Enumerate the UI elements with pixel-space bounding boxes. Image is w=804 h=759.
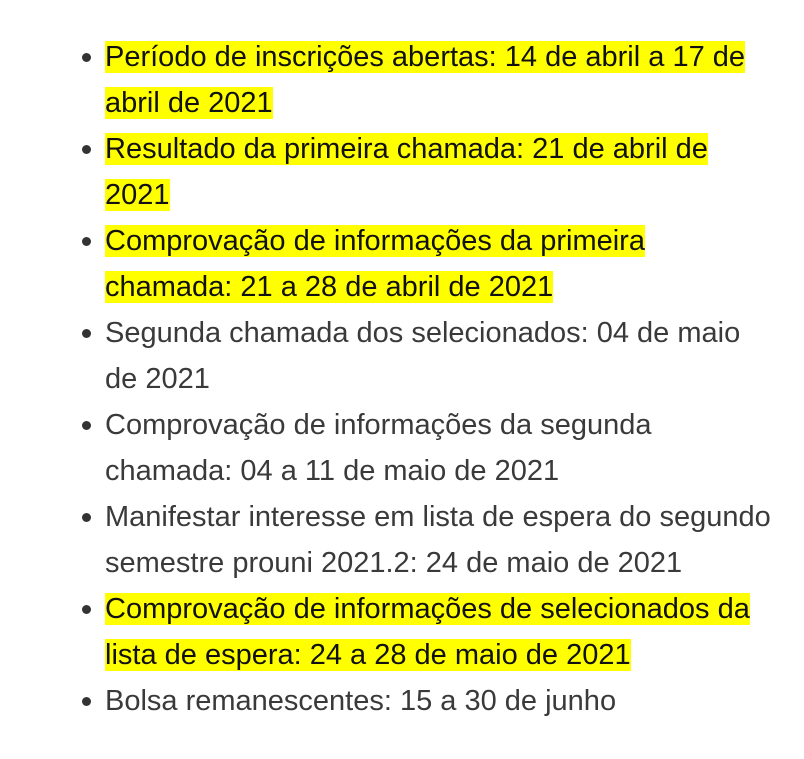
list-item <box>0 310 804 402</box>
bullet-icon <box>82 237 91 246</box>
list-item-text: Resultado da primeira chamada: 21 de abril de 2021 <box>105 133 708 211</box>
bullet-icon <box>82 329 91 338</box>
list-item-text: Comprovação de informações da primeira chamada: 21 a 28 de abril de 2021 <box>105 225 645 303</box>
list-item <box>0 34 804 126</box>
bullet-icon <box>82 145 91 154</box>
bullet-icon <box>82 697 91 706</box>
bullet-icon <box>82 605 91 614</box>
list-item <box>0 678 804 724</box>
list-item <box>0 494 804 586</box>
bullet-icon <box>82 513 91 522</box>
list-item-text: Segunda chamada dos selecionados: 04 de maio de 2021 <box>105 317 741 395</box>
list-item <box>0 218 804 310</box>
list-item-text: Comprovação de informações de selecionados da lista de espera: 24 a 28 de maio de 2021 <box>105 593 750 671</box>
list-item <box>0 126 804 218</box>
list-item-text: Manifestar interesse em lista de espera do segundo semestre prouni 2021.2: 24 de maio de 2021 <box>105 501 771 579</box>
list-item <box>0 402 804 494</box>
list-item-text: Período de inscrições abertas: 14 de abril a 17 de abril de 2021 <box>105 41 746 119</box>
schedule-list <box>0 34 804 724</box>
list-item <box>0 586 804 678</box>
bullet-icon <box>82 53 91 62</box>
list-item-text: Bolsa remanescentes: 15 a 30 de junho <box>105 685 617 717</box>
bullet-icon <box>82 421 91 430</box>
list-item-text: Comprovação de informações da segunda chamada: 04 a 11 de maio de 2021 <box>105 409 652 487</box>
